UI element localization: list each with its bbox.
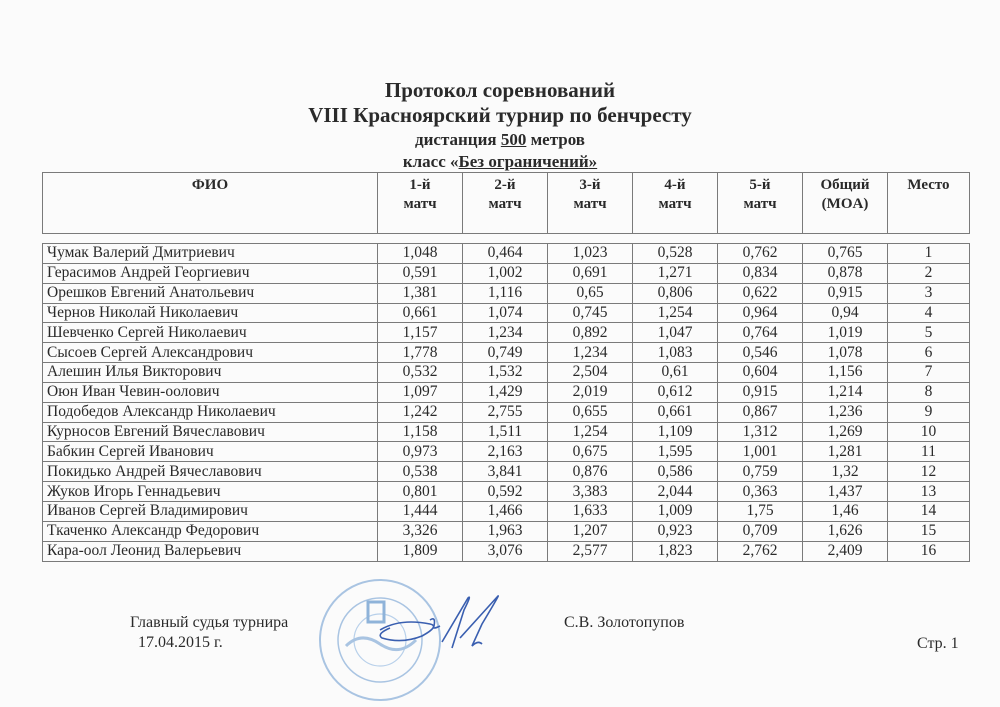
match-1-cell: 0,661 <box>378 303 463 323</box>
tournament-name: VIII Красноярский турнир по бенчресту <box>308 103 692 127</box>
match-4-cell: 0,612 <box>633 382 718 402</box>
match-5-cell: 0,964 <box>718 303 803 323</box>
match-5-cell: 1,312 <box>718 422 803 442</box>
match-5-cell: 0,762 <box>718 244 803 264</box>
page-number: Стр. 1 <box>917 635 959 652</box>
place-cell: 10 <box>888 422 970 442</box>
total-moa-cell: 1,214 <box>803 382 888 402</box>
table-row <box>43 244 970 264</box>
match-2-cell: 1,429 <box>463 382 548 402</box>
athlete-name-cell: Чумак Валерий Дмитриевич <box>43 244 378 264</box>
place-cell: 12 <box>888 462 970 482</box>
table-row <box>43 263 970 283</box>
match-2-cell: 0,464 <box>463 244 548 264</box>
match-1-cell: 0,538 <box>378 462 463 482</box>
place-cell: 1 <box>888 244 970 264</box>
athlete-name-cell: Бабкин Сергей Иванович <box>43 442 378 462</box>
match-2-cell: 1,466 <box>463 501 548 521</box>
match-4-cell: 1,009 <box>633 501 718 521</box>
table-row <box>43 462 970 482</box>
match-1-cell: 0,801 <box>378 482 463 502</box>
column-header-line1: 3-й <box>579 177 601 193</box>
table-row <box>43 323 970 343</box>
match-5-cell: 0,867 <box>718 402 803 422</box>
match-5-cell: 0,546 <box>718 343 803 363</box>
match-5-cell: 0,709 <box>718 521 803 541</box>
match-3-cell: 0,675 <box>548 442 633 462</box>
table-row <box>43 402 970 422</box>
place-cell: 5 <box>888 323 970 343</box>
match-3-cell: 2,577 <box>548 541 633 561</box>
match-2-cell: 1,234 <box>463 323 548 343</box>
column-header-line2: матч <box>488 196 522 212</box>
match-3-cell: 0,745 <box>548 303 633 323</box>
match-4-cell: 1,109 <box>633 422 718 442</box>
results-table <box>42 243 970 562</box>
match-2-cell: 1,963 <box>463 521 548 541</box>
match-3-cell: 1,254 <box>548 422 633 442</box>
match-5-cell: 0,363 <box>718 482 803 502</box>
match-3-cell: 1,633 <box>548 501 633 521</box>
match-3-cell: 0,892 <box>548 323 633 343</box>
class-line <box>0 151 1000 173</box>
match-4-cell: 0,661 <box>633 402 718 422</box>
match-4-cell: 0,586 <box>633 462 718 482</box>
match-2-cell: 2,163 <box>463 442 548 462</box>
distance-line <box>0 128 1000 151</box>
match-3-cell: 0,655 <box>548 402 633 422</box>
column-header <box>633 173 718 234</box>
match-4-cell: 0,528 <box>633 244 718 264</box>
athlete-name-cell: Сысоев Сергей Александрович <box>43 343 378 363</box>
column-header <box>548 173 633 234</box>
match-1-cell: 1,158 <box>378 422 463 442</box>
class-prefix: класс « <box>402 152 459 171</box>
match-2-cell: 2,755 <box>463 402 548 422</box>
match-1-cell: 3,326 <box>378 521 463 541</box>
signature-icon <box>360 590 510 660</box>
table-row <box>43 303 970 323</box>
place-cell: 15 <box>888 521 970 541</box>
column-header-line2: матч <box>658 196 692 212</box>
place-cell: 16 <box>888 541 970 561</box>
distance-suffix: метров <box>526 130 585 149</box>
match-5-cell: 1,001 <box>718 442 803 462</box>
place-cell: 13 <box>888 482 970 502</box>
table-row <box>43 501 970 521</box>
match-1-cell: 1,809 <box>378 541 463 561</box>
place-cell: 6 <box>888 343 970 363</box>
match-1-cell: 0,973 <box>378 442 463 462</box>
match-4-cell: 1,823 <box>633 541 718 561</box>
match-4-cell: 1,595 <box>633 442 718 462</box>
document-title: Протокол соревнований <box>384 78 616 102</box>
match-1-cell: 0,591 <box>378 263 463 283</box>
column-header-line2: матч <box>403 196 437 212</box>
table-row <box>43 363 970 383</box>
place-cell: 11 <box>888 442 970 462</box>
place-cell: 9 <box>888 402 970 422</box>
column-header-line1: Общий <box>820 177 870 193</box>
athlete-name-cell: Курносов Евгений Вячеславович <box>43 422 378 442</box>
match-5-cell: 0,764 <box>718 323 803 343</box>
match-4-cell: 2,044 <box>633 482 718 502</box>
match-1-cell: 1,444 <box>378 501 463 521</box>
match-3-cell: 0,691 <box>548 263 633 283</box>
total-moa-cell: 0,915 <box>803 283 888 303</box>
match-4-cell: 0,61 <box>633 363 718 383</box>
athlete-name-cell: Чернов Николай Николаевич <box>43 303 378 323</box>
column-header-line1: Место <box>907 177 950 193</box>
match-3-cell: 1,207 <box>548 521 633 541</box>
table-row <box>43 541 970 561</box>
column-header-line2: (MOA) <box>821 196 869 212</box>
match-2-cell: 3,841 <box>463 462 548 482</box>
match-4-cell: 1,083 <box>633 343 718 363</box>
athlete-name-cell: Шевченко Сергей Николаевич <box>43 323 378 343</box>
place-cell: 3 <box>888 283 970 303</box>
match-5-cell: 0,834 <box>718 263 803 283</box>
athlete-name-cell: Покидько Андрей Вячеславович <box>43 462 378 482</box>
place-cell: 2 <box>888 263 970 283</box>
total-moa-cell: 1,156 <box>803 363 888 383</box>
match-2-cell: 0,749 <box>463 343 548 363</box>
table-row <box>43 283 970 303</box>
match-1-cell: 1,048 <box>378 244 463 264</box>
athlete-name-cell: Орешков Евгений Анатольевич <box>43 283 378 303</box>
match-3-cell: 2,504 <box>548 363 633 383</box>
column-header-line1: 5-й <box>749 177 771 193</box>
match-5-cell: 1,75 <box>718 501 803 521</box>
athlete-name-cell: Жуков Игорь Геннадьевич <box>43 482 378 502</box>
column-header <box>718 173 803 234</box>
match-4-cell: 0,806 <box>633 283 718 303</box>
column-header <box>378 173 463 234</box>
results-table-header <box>42 172 970 234</box>
match-2-cell: 1,511 <box>463 422 548 442</box>
total-moa-cell: 1,078 <box>803 343 888 363</box>
total-moa-cell: 1,281 <box>803 442 888 462</box>
place-cell: 7 <box>888 363 970 383</box>
athlete-name-cell: Кара-оол Леонид Валерьевич <box>43 541 378 561</box>
athlete-name-cell: Алешин Илья Викторович <box>43 363 378 383</box>
column-header-line1: 2-й <box>494 177 516 193</box>
match-2-cell: 1,116 <box>463 283 548 303</box>
column-header-line1: 4-й <box>664 177 686 193</box>
table-row <box>43 422 970 442</box>
table-row <box>43 442 970 462</box>
place-cell: 4 <box>888 303 970 323</box>
athlete-name-cell: Оюн Иван Чевин-оолович <box>43 382 378 402</box>
table-row <box>43 382 970 402</box>
header-row <box>43 173 970 234</box>
chief-judge-name: С.В. Золотопупов <box>564 614 685 631</box>
class-suffix: » <box>588 152 598 171</box>
match-1-cell: 1,778 <box>378 343 463 363</box>
match-1-cell: 1,242 <box>378 402 463 422</box>
athlete-name-cell: Ткаченко Александр Федорович <box>43 521 378 541</box>
match-3-cell: 0,65 <box>548 283 633 303</box>
table-row <box>43 521 970 541</box>
match-2-cell: 1,532 <box>463 363 548 383</box>
match-5-cell: 0,622 <box>718 283 803 303</box>
results-table-body <box>43 244 970 562</box>
table-row <box>43 343 970 363</box>
match-2-cell: 1,074 <box>463 303 548 323</box>
match-1-cell: 1,097 <box>378 382 463 402</box>
match-4-cell: 1,254 <box>633 303 718 323</box>
place-cell: 8 <box>888 382 970 402</box>
column-header-line1: ФИО <box>191 177 229 193</box>
class-value: Без ограничений <box>458 152 589 171</box>
distance-value: 500 <box>500 130 527 149</box>
match-1-cell: 0,532 <box>378 363 463 383</box>
total-moa-cell: 2,409 <box>803 541 888 561</box>
total-moa-cell: 1,269 <box>803 422 888 442</box>
athlete-name-cell: Иванов Сергей Владимирович <box>43 501 378 521</box>
total-moa-cell: 1,019 <box>803 323 888 343</box>
match-3-cell: 1,023 <box>548 244 633 264</box>
total-moa-cell: 0,94 <box>803 303 888 323</box>
total-moa-cell: 1,437 <box>803 482 888 502</box>
column-header <box>888 173 970 234</box>
chief-judge-label: Главный судья турнира <box>130 614 289 631</box>
total-moa-cell: 1,32 <box>803 462 888 482</box>
match-5-cell: 0,759 <box>718 462 803 482</box>
place-cell: 14 <box>888 501 970 521</box>
match-3-cell: 1,234 <box>548 343 633 363</box>
total-moa-cell: 1,46 <box>803 501 888 521</box>
match-1-cell: 1,157 <box>378 323 463 343</box>
document-title-block <box>0 78 1000 173</box>
match-3-cell: 2,019 <box>548 382 633 402</box>
total-moa-cell: 1,236 <box>803 402 888 422</box>
match-1-cell: 1,381 <box>378 283 463 303</box>
match-5-cell: 0,604 <box>718 363 803 383</box>
match-2-cell: 1,002 <box>463 263 548 283</box>
total-moa-cell: 1,626 <box>803 521 888 541</box>
column-header-line1: 1-й <box>409 177 431 193</box>
match-2-cell: 3,076 <box>463 541 548 561</box>
match-5-cell: 2,762 <box>718 541 803 561</box>
athlete-name-cell: Герасимов Андрей Георгиевич <box>43 263 378 283</box>
match-4-cell: 0,923 <box>633 521 718 541</box>
column-header <box>43 173 378 234</box>
match-2-cell: 0,592 <box>463 482 548 502</box>
column-header <box>463 173 548 234</box>
column-header-line2: матч <box>573 196 607 212</box>
match-4-cell: 1,047 <box>633 323 718 343</box>
match-4-cell: 1,271 <box>633 263 718 283</box>
match-5-cell: 0,915 <box>718 382 803 402</box>
total-moa-cell: 0,878 <box>803 263 888 283</box>
column-header-line2: матч <box>743 196 777 212</box>
match-3-cell: 0,876 <box>548 462 633 482</box>
total-moa-cell: 0,765 <box>803 244 888 264</box>
protocol-date: 17.04.2015 г. <box>138 634 223 651</box>
table-row <box>43 482 970 502</box>
column-header <box>803 173 888 234</box>
distance-prefix: дистанция <box>415 130 501 149</box>
match-3-cell: 3,383 <box>548 482 633 502</box>
athlete-name-cell: Подобедов Александр Николаевич <box>43 402 378 422</box>
